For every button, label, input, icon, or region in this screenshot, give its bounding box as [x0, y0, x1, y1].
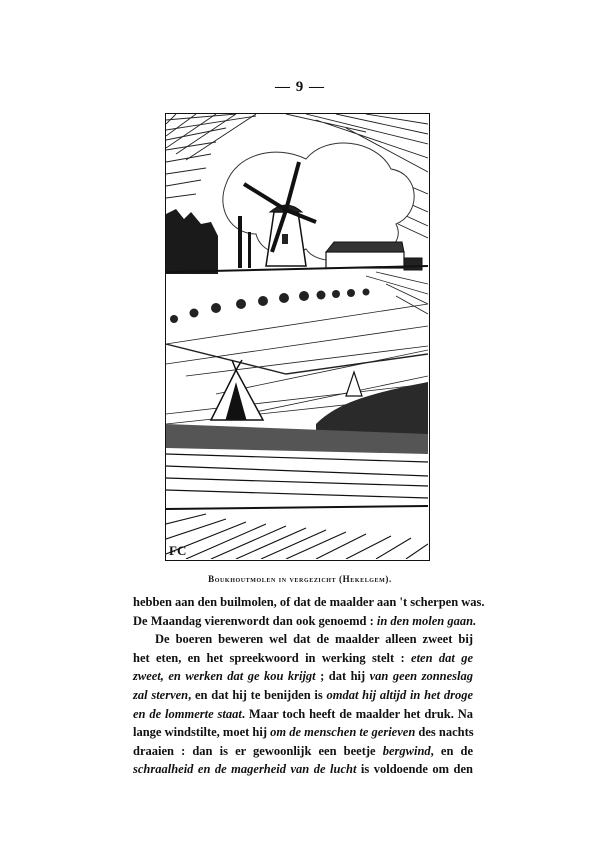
text-line: zal sterven, en dat hij te benijden is omdat hij altijd in het droge	[133, 687, 474, 702]
haystack	[211, 360, 263, 420]
trees-left	[166, 209, 218, 274]
chimney	[238, 216, 242, 268]
text-line: het eten, en het spreekwoord in werking stelt : eten dat ge	[133, 650, 473, 665]
text-line: lange windstilte, moet hij om de menschen te gerieven des nachts	[133, 725, 474, 740]
text-line: en de lommerte staat. Maar toch heeft de maalder het druk. Na	[133, 706, 473, 721]
body-paragraph	[133, 593, 485, 779]
text-line: draaien : dan is er gewoonlijk een beetje bergwind, en de	[133, 743, 474, 758]
windmill-illustration	[165, 113, 430, 561]
text-line: schraalheid en de magerheid van de lucht is voldoende om den	[133, 762, 473, 777]
figure-caption: Boukhoutmolen in vergezicht (Hekelgem).	[208, 574, 392, 584]
text-line: hebben aan den builmolen, of dat de maalder aan 't scherpen was.	[133, 595, 485, 609]
text-line: De Maandag vierenwordt dan ook genoemd : in den molen gaan.	[133, 613, 477, 628]
bushes	[316, 382, 428, 434]
text-line: De boeren beweren wel dat de maalder alleen zweet bij	[155, 632, 473, 647]
text-line: zweet, en werken dat ge kou krijgt ; dat hij van geen zonneslag	[133, 669, 473, 684]
artist-monogram: FC	[169, 543, 187, 558]
foreground	[166, 424, 428, 509]
page-number: — 9 —	[275, 79, 325, 95]
